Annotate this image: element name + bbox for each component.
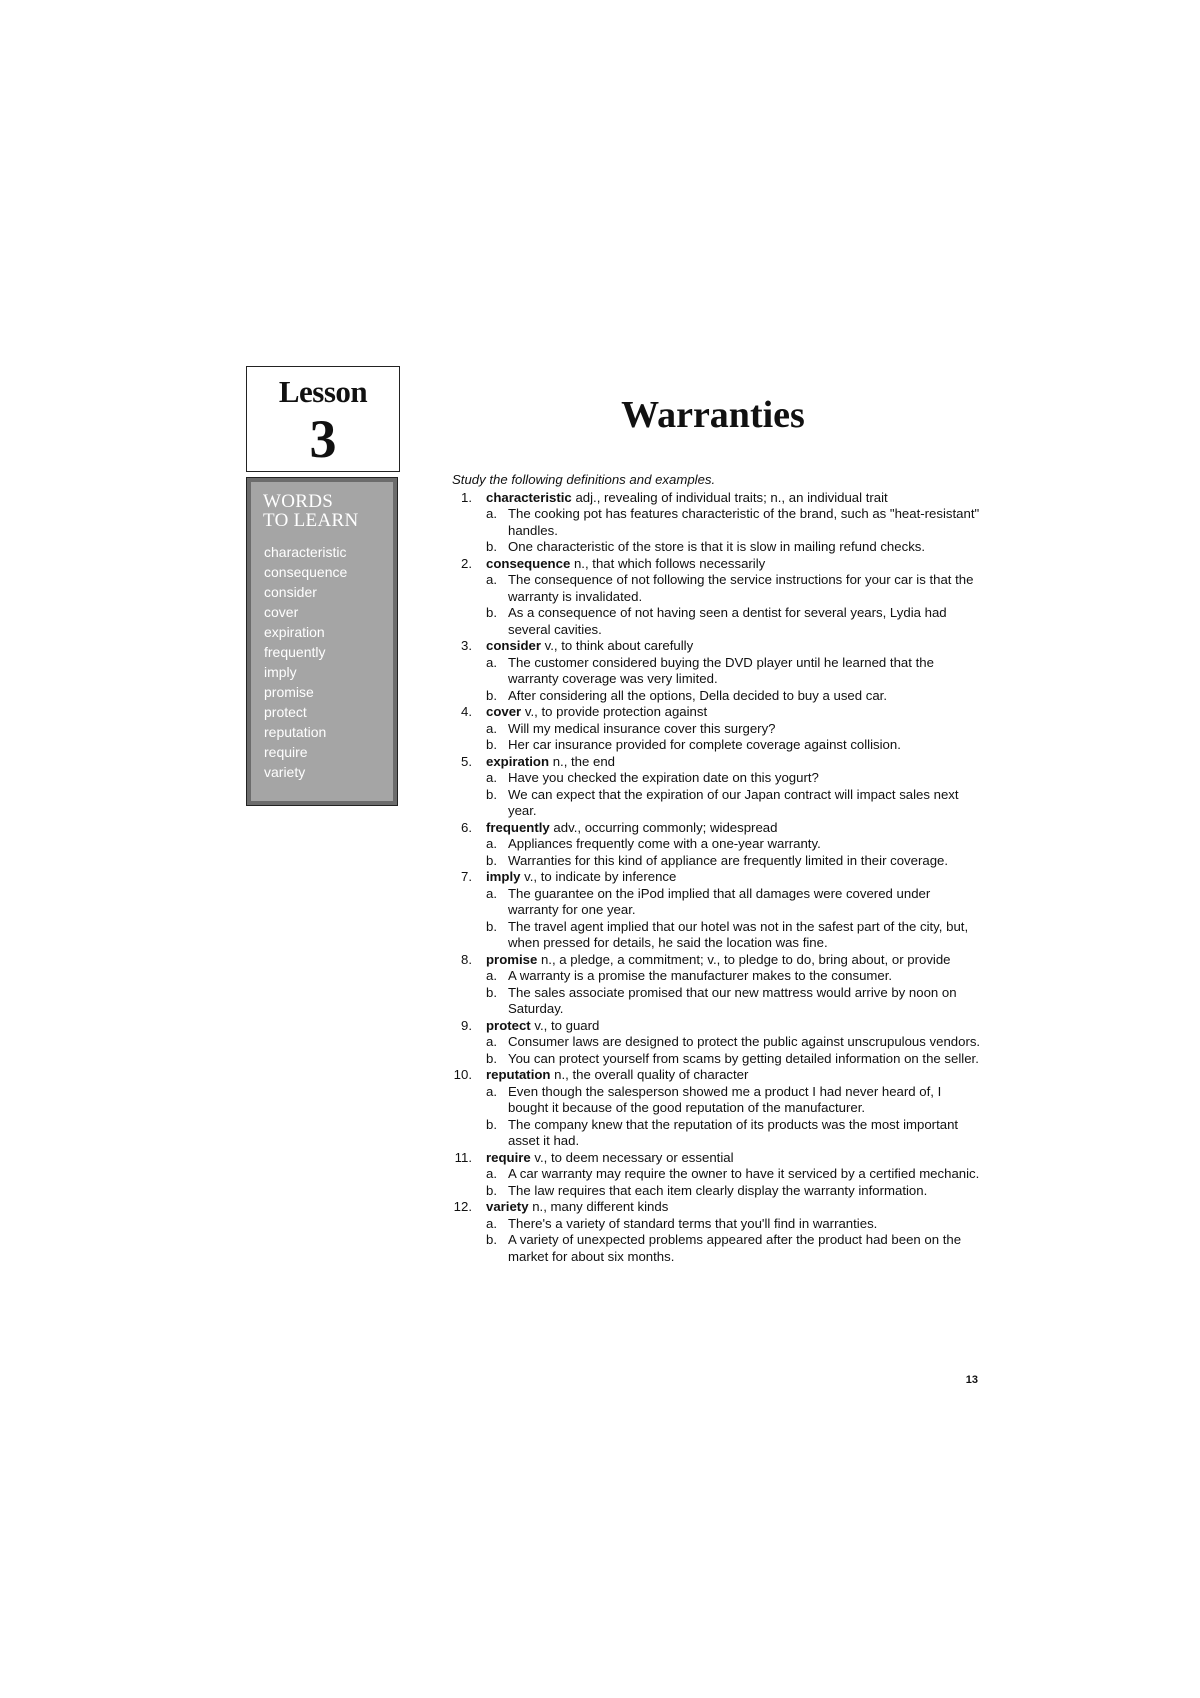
example-sentence	[448, 721, 988, 738]
example-letter: b.	[486, 852, 497, 868]
entry-number: 7.	[461, 869, 472, 884]
entry-number: 9.	[461, 1017, 472, 1033]
example-sentence	[448, 539, 988, 556]
example-sentence	[448, 836, 988, 853]
words-title-line-2: TO LEARN	[263, 510, 359, 531]
definition-entry	[448, 952, 988, 969]
entry-term: promise	[486, 951, 538, 967]
example-sentence	[448, 605, 988, 638]
entry-term: protect	[486, 1017, 531, 1033]
example-sentence	[448, 737, 988, 754]
example-sentence	[448, 1183, 988, 1200]
entry-term: cover	[486, 704, 522, 719]
example-text: You can protect yourself from scams by getting detailed information on the seller.	[508, 1050, 979, 1066]
word-list-item: expiration	[264, 624, 325, 640]
word-list-item: frequently	[264, 644, 326, 660]
example-text: Appliances frequently come with a one-year warranty.	[508, 836, 821, 851]
example-letter: a.	[486, 770, 497, 785]
example-sentence	[448, 655, 988, 688]
example-text: The customer considered buying the DVD player until he learned that the warranty coverage was very limited.	[508, 654, 934, 686]
example-text: Have you checked the expiration date on this yogurt?	[508, 770, 819, 785]
definition-entry	[448, 1067, 988, 1084]
example-text: Will my medical insurance cover this surgery?	[508, 720, 776, 736]
example-letter: b.	[486, 539, 497, 554]
example-text: A car warranty may require the owner to have it serviced by a certified mechanic.	[508, 1166, 980, 1181]
example-letter: b.	[486, 687, 497, 703]
example-letter: a.	[486, 885, 497, 901]
entry-term: imply	[486, 869, 521, 884]
example-sentence	[448, 1034, 988, 1051]
lesson-label: Lesson	[278, 374, 368, 409]
entry-term: characteristic	[486, 489, 572, 505]
example-letter: b.	[486, 786, 497, 802]
example-sentence	[448, 985, 988, 1018]
example-letter: a.	[486, 1166, 497, 1181]
definition-entry	[448, 869, 988, 886]
word-list-item: variety	[264, 764, 306, 780]
entry-definition: v., to think about carefully	[540, 638, 694, 653]
definition-entry	[448, 1018, 988, 1035]
example-letter: b.	[486, 737, 497, 752]
example-sentence	[448, 1051, 988, 1068]
definition-entry	[448, 556, 988, 573]
example-text: A variety of unexpected problems appeared after the product had been on the market for about six months.	[508, 1232, 962, 1264]
example-sentence	[448, 886, 988, 919]
example-letter: b.	[486, 984, 497, 1000]
entry-number: 1.	[461, 489, 472, 505]
word-list-item: protect	[264, 704, 307, 720]
example-sentence	[448, 853, 988, 870]
example-letter: b.	[486, 918, 497, 934]
example-text: Her car insurance provided for complete coverage against collision.	[508, 737, 901, 752]
entry-term: consider	[486, 638, 541, 653]
entry-term: consequence	[486, 555, 571, 571]
word-list-item: consider	[264, 584, 317, 600]
example-letter: a.	[486, 654, 497, 670]
example-text: The guarantee on the iPod implied that all damages were covered under warranty for one year.	[508, 885, 931, 917]
example-letter: a.	[486, 968, 497, 983]
entry-definition: n., the end	[549, 753, 616, 769]
entry-definition: n., many different kinds	[528, 1199, 669, 1214]
example-sentence	[448, 770, 988, 787]
word-list-item: characteristic	[264, 544, 347, 560]
entry-number: 3.	[461, 638, 472, 653]
definition-entry	[448, 490, 988, 507]
word-list-item: imply	[264, 664, 297, 680]
example-letter: b.	[486, 1232, 497, 1247]
entry-definition: v., to provide protection against	[521, 704, 708, 719]
example-text: The cooking pot has features characteristic of the brand, such as "heat-resistant" handles.	[508, 506, 980, 538]
instructions: Study the following definitions and examples.	[452, 472, 716, 487]
example-text: Consumer laws are designed to protect the public against unscrupulous vendors.	[508, 1034, 981, 1049]
example-text: There's a variety of standard terms that you'll find in warranties.	[508, 1215, 878, 1231]
example-text: After considering all the options, Della decided to buy a used car.	[508, 687, 888, 703]
example-text: The company knew that the reputation of its products was the most important asset it had.	[508, 1116, 959, 1148]
definition-list	[448, 490, 988, 1266]
entry-number: 4.	[461, 704, 472, 719]
entry-term: require	[486, 1149, 531, 1165]
example-text: A warranty is a promise the manufacturer makes to the consumer.	[508, 968, 893, 983]
example-letter: a.	[486, 836, 497, 851]
entry-definition: n., that which follows necessarily	[570, 555, 766, 571]
example-letter: a.	[486, 506, 497, 521]
words-to-learn-panel	[246, 477, 398, 806]
entry-term: frequently	[486, 819, 550, 835]
example-letter: a.	[486, 720, 497, 736]
example-text: Warranties for this kind of appliance are frequently limited in their coverage.	[508, 852, 949, 868]
example-letter: a.	[486, 1083, 497, 1099]
example-letter: a.	[486, 1034, 497, 1049]
entry-definition: n., the overall quality of character	[550, 1067, 749, 1082]
example-letter: a.	[486, 572, 497, 587]
entry-definition: n., a pledge, a commitment; v., to pledge to do, bring about, or provide	[537, 951, 951, 967]
entry-definition: v., to indicate by inference	[520, 869, 677, 884]
entry-definition: adj., revealing of individual traits; n., an individual trait	[571, 489, 888, 505]
entry-number: 5.	[461, 753, 472, 769]
example-sentence	[448, 919, 988, 952]
word-list-item: promise	[264, 684, 314, 700]
definitions-section	[448, 472, 988, 1265]
example-sentence	[448, 1084, 988, 1117]
example-text: Even though the salesperson showed me a product I had never heard of, I bought it because of the good reputation of the manufacturer.	[508, 1083, 942, 1115]
example-sentence	[448, 1216, 988, 1233]
entry-definition: v., to guard	[530, 1017, 600, 1033]
definition-entry	[448, 1150, 988, 1167]
entry-number: 11.	[454, 1149, 472, 1165]
entry-term: variety	[486, 1199, 529, 1214]
example-text: We can expect that the expiration of our Japan contract will impact sales next year.	[508, 786, 959, 818]
entry-definition: v., to deem necessary or essential	[530, 1149, 734, 1165]
entry-term: reputation	[486, 1067, 551, 1082]
word-list-item: cover	[264, 604, 299, 620]
example-sentence	[448, 1232, 988, 1265]
definition-entry	[448, 820, 988, 837]
word-list	[264, 542, 347, 782]
definition-entry	[448, 704, 988, 721]
example-text: The consequence of not following the service instructions for your car is that the warranty is invalidated.	[508, 572, 974, 604]
example-letter: b.	[486, 1050, 497, 1066]
entry-term: expiration	[486, 753, 550, 769]
lesson-number: 3	[309, 409, 337, 469]
word-list-item: consequence	[264, 564, 348, 580]
example-letter: a.	[486, 1215, 497, 1231]
example-sentence	[448, 1166, 988, 1183]
example-text: One characteristic of the store is that it is slow in mailing refund checks.	[508, 539, 926, 554]
definition-entry	[448, 754, 988, 771]
entry-number: 10.	[453, 1067, 472, 1082]
page-title: Warranties	[621, 394, 805, 436]
example-letter: b.	[486, 1116, 497, 1132]
example-sentence	[448, 506, 988, 539]
definition-entry	[448, 638, 988, 655]
example-sentence	[448, 572, 988, 605]
word-list-item: require	[264, 744, 308, 760]
words-title-line-1: WORDS	[263, 491, 334, 512]
example-letter: b.	[486, 1182, 497, 1198]
words-to-learn-title	[263, 492, 393, 530]
entry-number: 2.	[461, 555, 472, 571]
example-text: As a consequence of not having seen a dentist for several years, Lydia had several cavities.	[508, 605, 947, 637]
example-sentence	[448, 1117, 988, 1150]
example-sentence	[448, 787, 988, 820]
example-sentence	[448, 688, 988, 705]
word-list-item: reputation	[264, 724, 327, 740]
definition-entry	[448, 1199, 988, 1216]
page-number: 13	[965, 1374, 978, 1386]
entry-number: 6.	[461, 819, 472, 835]
lesson-header-box	[246, 366, 400, 472]
entry-number: 8.	[461, 951, 472, 967]
example-text: The travel agent implied that our hotel was not in the safest part of the city, but, when pressed for details, he said the location was fine.	[508, 918, 969, 950]
example-sentence	[448, 968, 988, 985]
example-text: The sales associate promised that our new mattress would arrive by noon on Saturday.	[508, 984, 957, 1016]
entry-number: 12.	[453, 1199, 472, 1214]
example-text: The law requires that each item clearly display the warranty information.	[508, 1182, 928, 1198]
example-letter: b.	[486, 605, 497, 620]
entry-definition: adv., occurring commonly; widespread	[549, 819, 778, 835]
